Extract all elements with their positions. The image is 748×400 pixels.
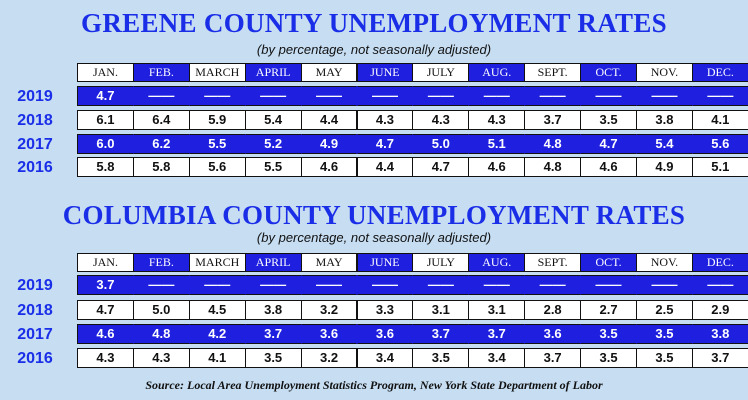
rate-cell: 3.5 (412, 348, 469, 368)
rate-cell: 6.1 (77, 110, 134, 130)
month-header: MAY (301, 63, 358, 82)
year-label: 2016 (17, 350, 53, 367)
rate-cell: 4.3 (133, 348, 190, 368)
rate-cell: 5.5 (189, 134, 246, 154)
month-header: OCT. (580, 253, 637, 272)
rate-cell: 4.7 (412, 157, 469, 177)
year-label: 2019 (17, 277, 53, 294)
rate-cell: 5.6 (189, 157, 246, 177)
rate-cell: 4.3 (468, 110, 525, 130)
rate-cell: 4.6 (580, 157, 637, 177)
rate-cell: 4.7 (77, 86, 134, 106)
rate-cell: 6.2 (133, 134, 190, 154)
rate-cell: 3.1 (468, 300, 525, 320)
greene-title: GREENE COUNTY UNEMPLOYMENT RATES (81, 8, 667, 38)
rate-cell: 3.7 (524, 348, 581, 368)
rate-cell: —— (301, 275, 358, 295)
rate-cell: 5.4 (245, 110, 302, 130)
month-header: AUG. (468, 253, 525, 272)
rate-cell: 4.7 (580, 134, 637, 154)
month-header: JAN. (77, 253, 134, 272)
month-header: MARCH (189, 253, 246, 272)
rate-cell: 3.5 (636, 348, 693, 368)
year-label: 2018 (17, 302, 53, 319)
rate-cell: 4.6 (77, 324, 134, 344)
month-header: JULY (412, 253, 469, 272)
rate-cell: 4.8 (524, 157, 581, 177)
rate-cell: 4.8 (524, 134, 581, 154)
rate-cell: 3.2 (301, 300, 358, 320)
rate-cell: 4.6 (301, 157, 358, 177)
rate-cell: —— (692, 86, 748, 106)
rate-cell: 4.2 (189, 324, 246, 344)
rate-cell: 4.7 (77, 300, 134, 320)
rate-cell: 5.1 (468, 134, 525, 154)
rate-cell: 4.3 (412, 110, 469, 130)
rate-cell: 2.7 (580, 300, 637, 320)
rate-cell: —— (468, 86, 525, 106)
rate-cell: 3.8 (692, 324, 748, 344)
rate-cell: 6.0 (77, 134, 134, 154)
rate-cell: 5.1 (692, 157, 748, 177)
rate-cell: —— (357, 275, 414, 295)
rate-cell: 3.5 (580, 110, 637, 130)
month-header: FEB. (133, 253, 190, 272)
rate-cell: 4.7 (357, 134, 414, 154)
rate-cell: —— (468, 275, 525, 295)
rate-cell: 3.6 (301, 324, 358, 344)
rate-cell: 3.5 (245, 348, 302, 368)
rate-cell: 5.6 (692, 134, 748, 154)
rate-cell: 3.8 (245, 300, 302, 320)
rate-cell: 4.6 (468, 157, 525, 177)
rate-cell: —— (580, 86, 637, 106)
rate-cell: 3.4 (357, 348, 414, 368)
rate-cell: 4.3 (77, 348, 134, 368)
year-label: 2017 (17, 136, 53, 153)
rate-cell: —— (301, 86, 358, 106)
rate-cell: 3.4 (468, 348, 525, 368)
year-label: 2018 (17, 112, 53, 129)
rate-cell: —— (357, 86, 414, 106)
rate-cell: 4.9 (301, 134, 358, 154)
rate-cell: 3.6 (524, 324, 581, 344)
rate-cell: —— (412, 86, 469, 106)
month-header: MARCH (189, 63, 246, 82)
rate-cell: 4.1 (189, 348, 246, 368)
rate-cell: 3.1 (412, 300, 469, 320)
rate-cell: 4.4 (357, 157, 414, 177)
month-header: OCT. (580, 63, 637, 82)
month-header: DEC. (692, 63, 748, 82)
source-note: Source: Local Area Unemployment Statistics Program, New York State Department of Labor (145, 378, 603, 392)
month-header: JAN. (77, 63, 134, 82)
columbia-title: COLUMBIA COUNTY UNEMPLOYMENT RATES (62, 200, 686, 230)
month-header: SEPT. (524, 63, 581, 82)
rate-cell: 4.9 (636, 157, 693, 177)
rate-cell: —— (412, 275, 469, 295)
month-header: MAY (301, 253, 358, 272)
rate-cell: 4.8 (133, 324, 190, 344)
rate-cell: 5.5 (245, 157, 302, 177)
rate-cell: 3.5 (580, 348, 637, 368)
year-label: 2017 (17, 326, 53, 343)
month-header: AUG. (468, 63, 525, 82)
rate-cell: 4.1 (692, 110, 748, 130)
month-header: NOV. (636, 63, 693, 82)
greene-subtitle: (by percentage, not seasonally adjusted) (256, 42, 492, 57)
rate-cell: —— (245, 86, 302, 106)
rate-cell: 6.4 (133, 110, 190, 130)
rate-cell: 5.9 (189, 110, 246, 130)
rate-cell: 4.3 (357, 110, 414, 130)
rate-cell: —— (245, 275, 302, 295)
month-header: APRIL (245, 63, 302, 82)
rate-cell: —— (636, 275, 693, 295)
rate-cell: —— (189, 275, 246, 295)
month-header: FEB. (133, 63, 190, 82)
year-label: 2016 (17, 159, 53, 176)
rate-cell: —— (636, 86, 693, 106)
month-header: APRIL (245, 253, 302, 272)
rate-cell: 4.4 (301, 110, 358, 130)
month-header: JUNE (357, 63, 414, 82)
rate-cell: —— (580, 275, 637, 295)
rate-cell: 3.7 (245, 324, 302, 344)
month-header: JUNE (357, 253, 414, 272)
month-header: NOV. (636, 253, 693, 272)
rate-cell: 2.8 (524, 300, 581, 320)
rate-cell: —— (133, 275, 190, 295)
rate-cell: 4.5 (189, 300, 246, 320)
rate-cell: 5.0 (412, 134, 469, 154)
year-label: 2019 (17, 88, 53, 105)
rate-cell: 5.8 (77, 157, 134, 177)
rate-cell: —— (189, 86, 246, 106)
rate-cell: 3.7 (468, 324, 525, 344)
rate-cell: 3.7 (77, 275, 134, 295)
rate-cell: 5.8 (133, 157, 190, 177)
rate-cell: 5.0 (133, 300, 190, 320)
month-header: JULY (412, 63, 469, 82)
rate-cell: 5.2 (245, 134, 302, 154)
rate-cell: 3.7 (692, 348, 748, 368)
rate-cell: 3.6 (357, 324, 414, 344)
rate-cell: —— (524, 275, 581, 295)
rate-cell: 3.7 (412, 324, 469, 344)
rate-cell: 3.5 (636, 324, 693, 344)
rate-cell: 5.4 (636, 134, 693, 154)
rate-cell: —— (692, 275, 748, 295)
rate-cell: 3.5 (580, 324, 637, 344)
rate-cell: 2.5 (636, 300, 693, 320)
month-header: DEC. (692, 253, 748, 272)
month-header: SEPT. (524, 253, 581, 272)
rate-cell: 2.9 (692, 300, 748, 320)
rate-cell: 3.3 (357, 300, 414, 320)
rate-cell: 3.2 (301, 348, 358, 368)
rate-cell: 3.8 (636, 110, 693, 130)
rate-cell: —— (524, 86, 581, 106)
rate-cell: —— (133, 86, 190, 106)
rate-cell: 3.7 (524, 110, 581, 130)
columbia-subtitle: (by percentage, not seasonally adjusted) (256, 230, 492, 245)
